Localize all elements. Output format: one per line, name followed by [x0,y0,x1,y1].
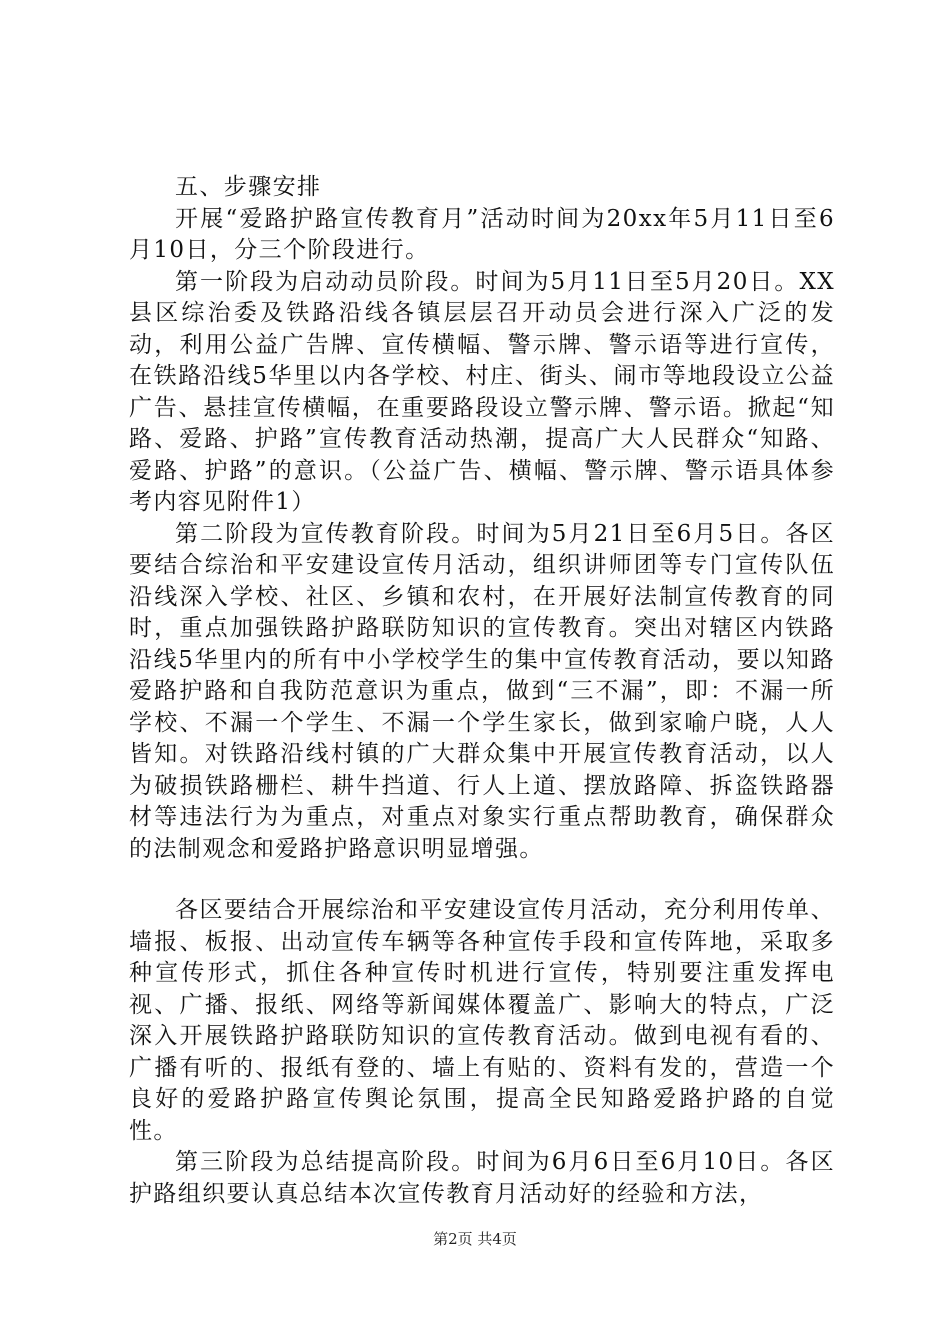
document-body [129,172,835,1210]
section-heading: 五、步骤安排 [175,174,322,200]
paragraph-stage-one: 第一阶段为启动动员阶段。时间为5月11日至5月20日。XX县区综治委及铁路沿线各镇层层召开动员会进行深入广泛的发动，利用公益广告牌、宣传横幅、警示牌、警示语等进行宣传，在铁路沿线5华里以内各学校、村庄、街头、闹市等地段设立公益广告、悬挂宣传横幅，在重要路段设立警示牌、警示语。掀起“知路、爱路、护路”宣传教育活动热潮，提高广大人民群众“知路、爱路、护路”的意识。（公益广告、横幅、警示牌、警示语具体参考内容见附件1） [129,268,835,515]
paragraph-media: 各区要结合开展综治和平安建设宣传月活动，充分利用传单、墙报、板报、出动宣传车辆等各种宣传手段和宣传阵地，采取多种宣传形式，抓住各种宣传时机进行宣传，特别要注重发挥电视、广播、报纸、网络等新闻媒体覆盖广、影响大的特点，广泛深入开展铁路护路联防知识的宣传教育活动。做到电视有看的、广播有听的、报纸有登的、墙上有贴的、资料有发的，营造一个良好的爱路护路宣传舆论氛围，提高全民知路爱路护路的自觉性。 [129,897,835,1144]
paragraph-stage-three: 第三阶段为总结提高阶段。时间为6月6日至6月10日。各区护路组织要认真总结本次宣传教育月活动好的经验和方法， [129,1149,835,1207]
paragraph-intro: 开展“爱路护路宣传教育月”活动时间为20xx年5月11日至6月10日，分三个阶段进行。 [129,205,835,263]
paragraph-stage-two: 第二阶段为宣传教育阶段。时间为5月21日至6月5日。各区要结合综治和平安建设宣传月活动，组织讲师团等专门宣传队伍沿线深入学校、社区、乡镇和农村，在开展好法制宣传教育的同时，重点加强铁路护路联防知识的宣传教育。突出对辖区内铁路沿线5华里内的所有中小学校学生的集中宣传教育活动，要以知路爱路护路和自我防范意识为重点，做到“三不漏”，即：不漏一所学校、不漏一个学生、不漏一个学生家长，做到家喻户晓，人人皆知。对铁路沿线村镇的广大群众集中开展宣传教育活动，以人为破损铁路栅栏、耕牛挡道、行人上道、摆放路障、拆盗铁路器材等违法行为为重点，对重点对象实行重点帮助教育，确保群众的法制观念和爱路护路意识明显增强。 [129,520,835,862]
page-number-footer: 第2页 共4页 [433,1230,517,1248]
